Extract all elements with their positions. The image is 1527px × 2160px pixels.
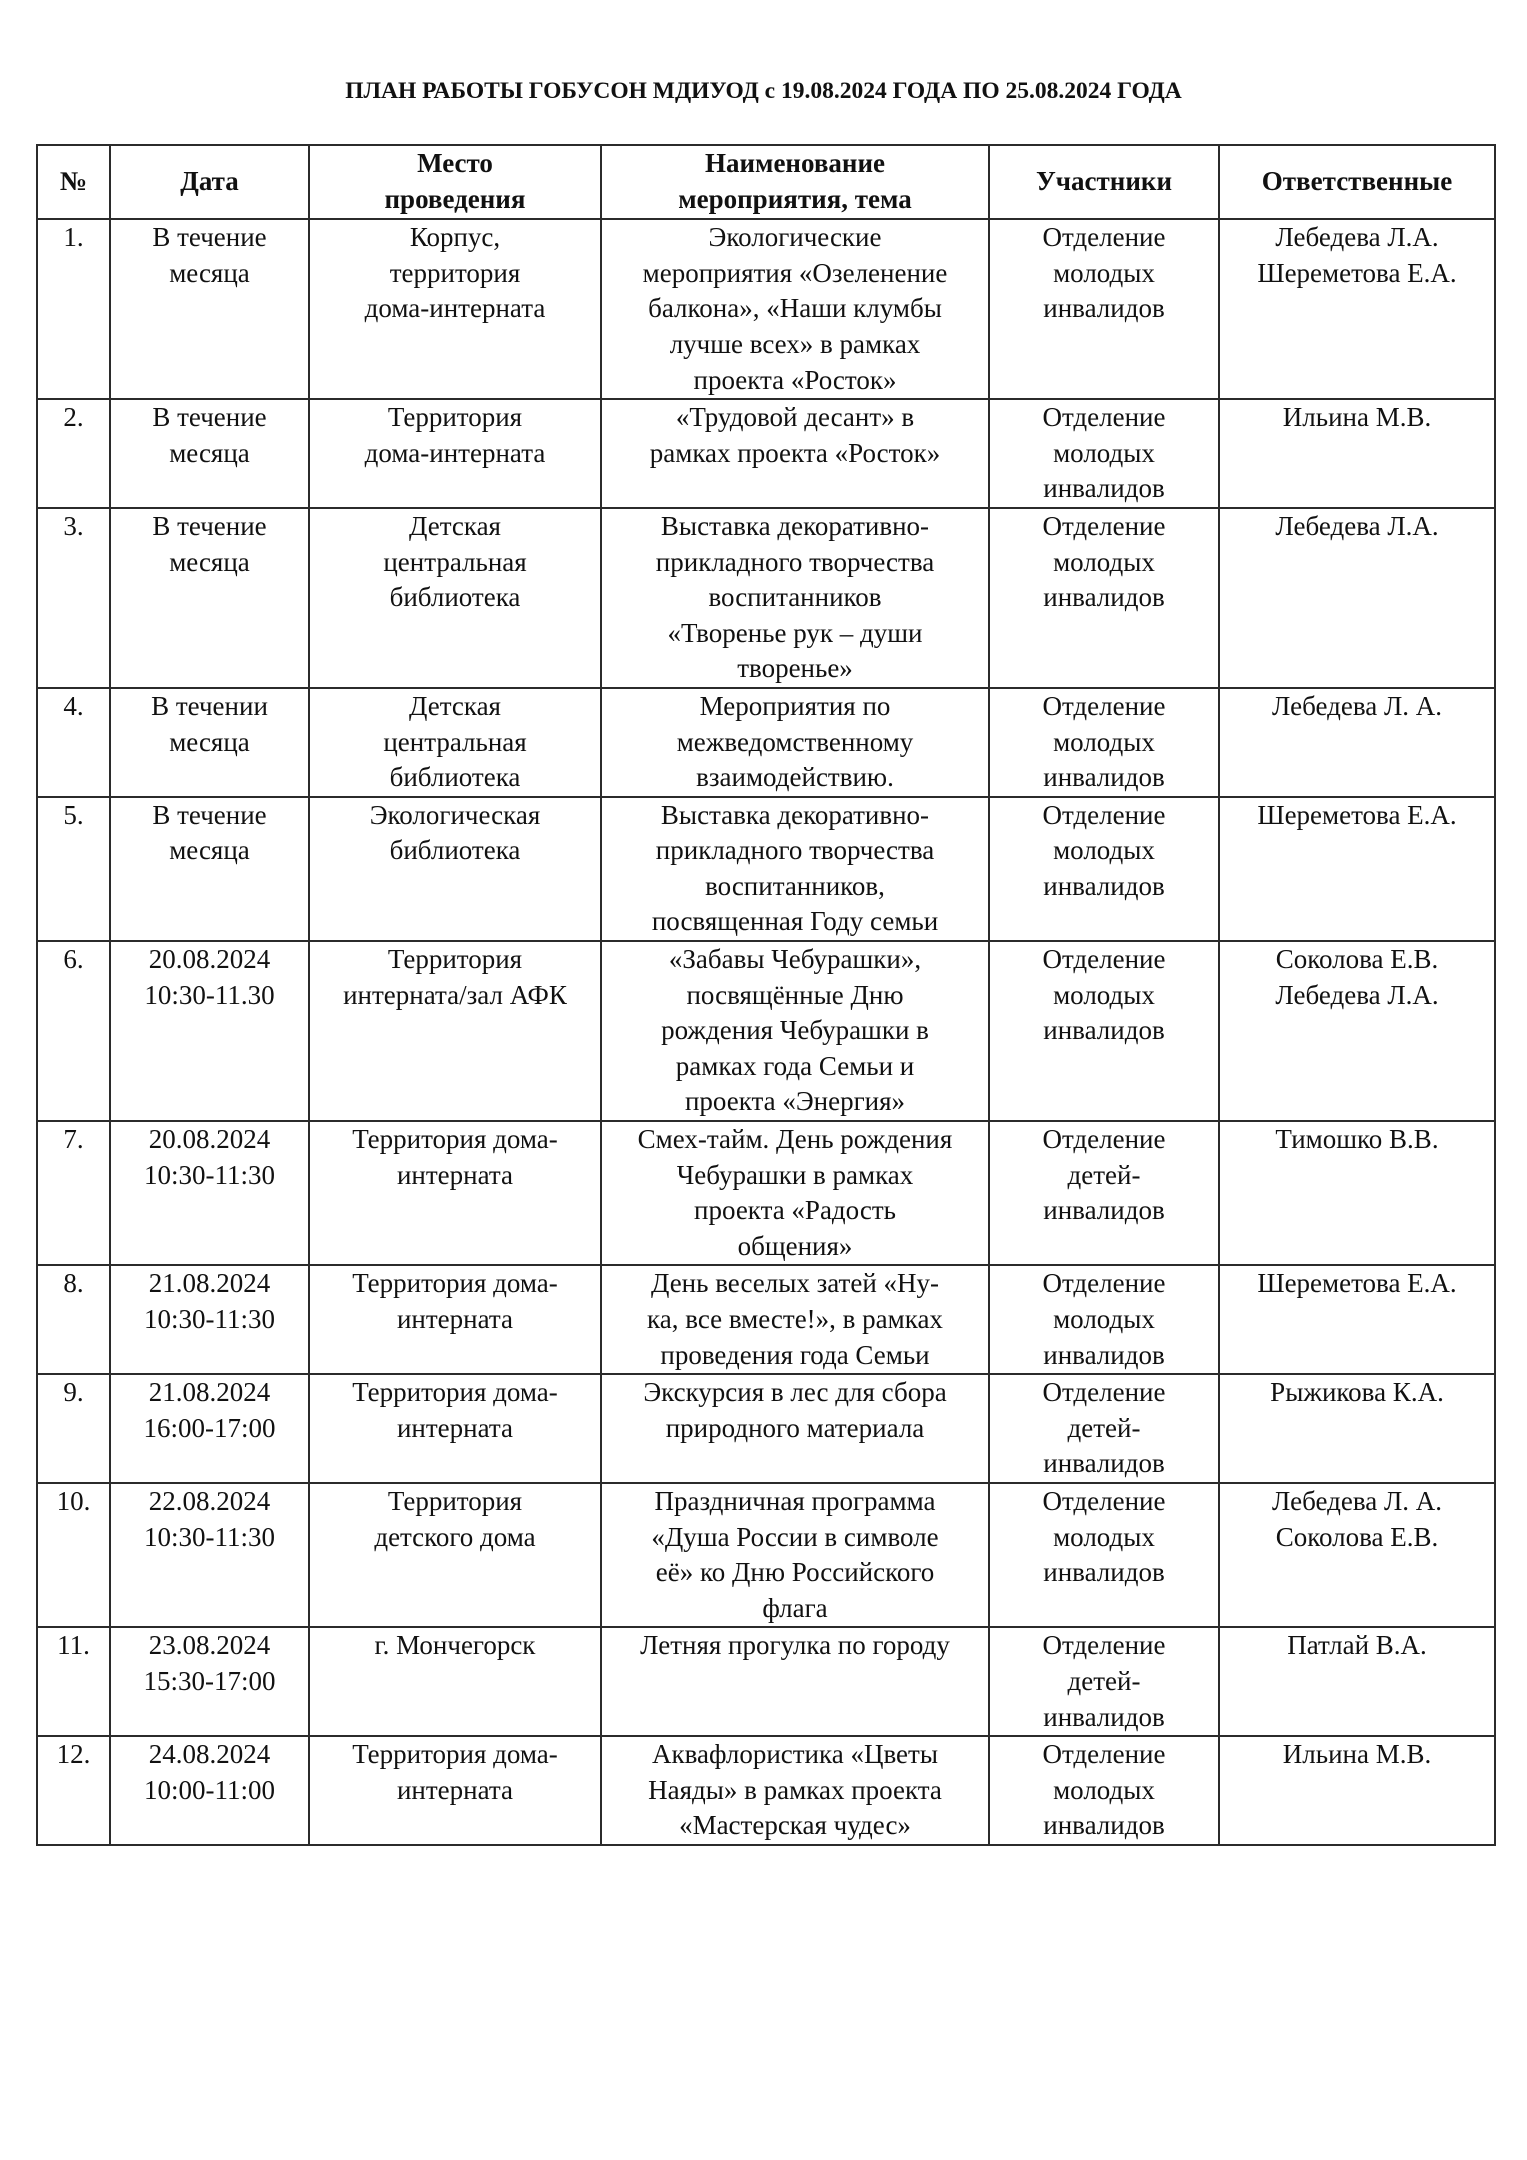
- header-label-line: Дата: [180, 165, 239, 196]
- cell-number: [37, 1483, 110, 1627]
- cell-event: [601, 1483, 989, 1627]
- cell-responsible: [1219, 941, 1495, 1121]
- cell-text-line: посвященная Году семьи: [651, 906, 939, 937]
- cell-text-line: детей-: [1067, 1665, 1141, 1696]
- cell-text-line: инвалидов: [1043, 1448, 1165, 1479]
- cell-responsible: [1219, 688, 1495, 797]
- cell-number: [37, 219, 110, 399]
- cell-text-line: 10:30-11:30: [144, 1521, 275, 1552]
- cell-date: [110, 1627, 309, 1736]
- cell-text-line: Шереметова Е.А.: [1257, 799, 1457, 830]
- cell-participants: [989, 1121, 1219, 1265]
- cell-text-line: 2.: [63, 402, 84, 433]
- cell-text-line: балкона», «Наши клумбы: [648, 293, 942, 324]
- cell-date: [110, 219, 309, 399]
- cell-participants: [989, 1736, 1219, 1845]
- header-label-line: Участники: [1035, 165, 1172, 196]
- cell-text-line: Шереметова Е.А.: [1257, 1268, 1457, 1299]
- cell-text-line: детей-: [1067, 1159, 1141, 1190]
- cell-text-line: молодых: [1053, 257, 1155, 288]
- header-event: [601, 145, 989, 219]
- cell-text-line: 6.: [63, 944, 84, 975]
- cell-text-line: молодых: [1053, 1774, 1155, 1805]
- cell-text-line: Чебурашки в рамках: [676, 1159, 914, 1190]
- cell-participants: [989, 508, 1219, 688]
- cell-text-line: проекта «Росток»: [693, 364, 897, 395]
- cell-text-line: 7.: [63, 1124, 84, 1155]
- cell-text-line: 12.: [56, 1739, 91, 1770]
- cell-text-line: 4.: [63, 690, 84, 721]
- cell-text-line: Смех-тайм. День рождения: [637, 1124, 953, 1155]
- header-date: [110, 145, 309, 219]
- cell-date: [110, 1736, 309, 1845]
- cell-text-line: дома-интерната: [364, 437, 546, 468]
- cell-text-line: месяца: [169, 257, 250, 288]
- cell-number: [37, 1736, 110, 1845]
- cell-place: [309, 1736, 601, 1845]
- header-place: [309, 145, 601, 219]
- table-row: [37, 1483, 1495, 1627]
- cell-text-line: мероприятия «Озеленение: [642, 257, 948, 288]
- cell-text-line: посвящённые Дню: [686, 979, 904, 1010]
- cell-text-line: прикладного творчества: [655, 835, 935, 866]
- cell-text-line: Экологическая: [369, 799, 541, 830]
- header-responsible: [1219, 145, 1495, 219]
- cell-text-line: молодых: [1053, 1521, 1155, 1552]
- cell-text-line: Патлай В.А.: [1287, 1630, 1427, 1661]
- cell-text-line: воспитанников,: [705, 870, 885, 901]
- cell-text-line: Праздничная программа: [654, 1485, 936, 1516]
- cell-text-line: 5.: [63, 799, 84, 830]
- table-row: [37, 1121, 1495, 1265]
- cell-text-line: Отделение: [1042, 1739, 1166, 1770]
- cell-text-line: инвалидов: [1043, 1701, 1165, 1732]
- cell-number: [37, 797, 110, 941]
- cell-text-line: «Творенье рук – души: [667, 617, 923, 648]
- cell-participants: [989, 399, 1219, 508]
- header-label-line: проведения: [384, 183, 526, 214]
- cell-text-line: общения»: [737, 1230, 853, 1261]
- cell-text-line: Лебедева Л.А.: [1275, 510, 1439, 541]
- cell-text-line: Соколова Е.В.: [1275, 944, 1439, 975]
- cell-text-line: центральная: [383, 546, 527, 577]
- cell-event: [601, 219, 989, 399]
- cell-text-line: молодых: [1053, 1304, 1155, 1334]
- cell-text-line: Лебедева Л.А.: [1275, 979, 1439, 1010]
- cell-text-line: прикладного творчества: [655, 546, 935, 577]
- cell-participants: [989, 688, 1219, 797]
- cell-text-line: взаимодействию.: [696, 762, 894, 793]
- cell-text-line: Отделение: [1042, 944, 1166, 975]
- cell-text-line: её» ко Дню Российского: [655, 1557, 935, 1588]
- header-label-line: мероприятия, тема: [678, 183, 912, 214]
- cell-event: [601, 1265, 989, 1374]
- cell-text-line: творенье»: [737, 653, 853, 684]
- cell-text-line: молодых: [1053, 979, 1155, 1010]
- cell-text-line: месяца: [169, 726, 250, 757]
- cell-text-line: В течение: [152, 402, 267, 433]
- cell-text-line: В течение: [152, 222, 267, 253]
- cell-text-line: Лебедева Л. А.: [1271, 690, 1443, 721]
- cell-text-line: Отделение: [1042, 510, 1166, 541]
- cell-text-line: 15:30-17:00: [143, 1665, 276, 1696]
- cell-responsible: [1219, 1627, 1495, 1736]
- header-label-line: №: [59, 165, 88, 196]
- cell-text-line: детей-: [1067, 1412, 1141, 1443]
- cell-text-line: Отделение: [1042, 222, 1166, 253]
- cell-event: [601, 508, 989, 688]
- cell-text-line: молодых: [1053, 437, 1155, 468]
- cell-text-line: «Душа России в символе: [651, 1521, 939, 1552]
- cell-text-line: Территория: [387, 402, 523, 433]
- cell-responsible: [1219, 219, 1495, 399]
- cell-text-line: 1.: [63, 222, 84, 253]
- cell-text-line: проекта «Радость: [694, 1195, 896, 1226]
- cell-text-line: библиотека: [389, 835, 521, 866]
- cell-text-line: Аквафлористика «Цветы: [652, 1739, 938, 1770]
- cell-text-line: Отделение: [1042, 690, 1166, 721]
- header-number: [37, 145, 110, 219]
- cell-text-line: Корпус,: [409, 222, 501, 253]
- cell-place: [309, 941, 601, 1121]
- cell-text-line: Отделение: [1042, 1485, 1166, 1516]
- cell-text-line: флага: [762, 1592, 828, 1623]
- cell-date: [110, 1121, 309, 1265]
- header-label-line: Наименование: [705, 148, 885, 178]
- cell-text-line: Отделение: [1042, 402, 1166, 433]
- cell-place: [309, 508, 601, 688]
- cell-text-line: Отделение: [1042, 1124, 1166, 1155]
- table-row: [37, 1265, 1495, 1374]
- table-row: [37, 508, 1495, 688]
- cell-text-line: Ильина М.В.: [1282, 402, 1432, 433]
- cell-event: [601, 797, 989, 941]
- cell-place: [309, 1121, 601, 1265]
- cell-text-line: 20.08.2024: [148, 1124, 271, 1155]
- cell-text-line: 8.: [63, 1268, 84, 1299]
- table-row: [37, 1374, 1495, 1483]
- cell-text-line: рождения Чебурашки в: [661, 1015, 929, 1046]
- cell-text-line: рамках года Семьи и: [675, 1050, 915, 1081]
- cell-place: [309, 1627, 601, 1736]
- cell-participants: [989, 941, 1219, 1121]
- cell-text-line: территория: [389, 257, 521, 288]
- cell-text-line: инвалидов: [1043, 582, 1165, 613]
- cell-number: [37, 688, 110, 797]
- cell-text-line: 21.08.2024: [148, 1268, 271, 1299]
- cell-text-line: Тимошко В.В.: [1275, 1124, 1439, 1155]
- cell-text-line: 10.: [56, 1485, 91, 1516]
- cell-text-line: 22.08.2024: [148, 1485, 271, 1516]
- document-title: ПЛАН РАБОТЫ ГОБУСОН МДИУОД с 19.08.2024 ГОДА ПО 25.08.2024 ГОДА: [345, 78, 1182, 104]
- cell-text-line: г. Мончегорск: [374, 1630, 536, 1661]
- cell-text-line: инвалидов: [1043, 1557, 1165, 1588]
- cell-date: [110, 1374, 309, 1483]
- header-row: [37, 145, 1495, 219]
- cell-text-line: интерната: [396, 1412, 514, 1443]
- cell-text-line: 24.08.2024: [148, 1739, 271, 1770]
- cell-text-line: Отделение: [1042, 1268, 1166, 1299]
- cell-text-line: воспитанников: [708, 582, 882, 613]
- cell-text-line: Территория дома-: [352, 1739, 558, 1770]
- cell-text-line: Отделение: [1042, 1377, 1166, 1408]
- table-row: [37, 1736, 1495, 1845]
- cell-text-line: интерната: [396, 1304, 514, 1334]
- cell-text-line: 20.08.2024: [148, 944, 271, 975]
- cell-text-line: В течение: [152, 510, 267, 541]
- cell-event: [601, 1627, 989, 1736]
- cell-text-line: инвалидов: [1043, 293, 1165, 324]
- table-row: [37, 797, 1495, 941]
- cell-text-line: Экскурсия в лес для сбора: [643, 1377, 947, 1408]
- cell-text-line: межведомственному: [676, 726, 914, 757]
- cell-number: [37, 1374, 110, 1483]
- cell-text-line: 10:30-11.30: [144, 979, 275, 1010]
- cell-number: [37, 1121, 110, 1265]
- cell-text-line: инвалидов: [1043, 1195, 1165, 1226]
- cell-text-line: ка, все вместе!», в рамках: [647, 1304, 943, 1334]
- cell-text-line: месяца: [169, 835, 250, 866]
- cell-text-line: Территория: [387, 944, 523, 975]
- cell-text-line: Рыжикова К.А.: [1270, 1377, 1444, 1408]
- cell-place: [309, 1265, 601, 1374]
- cell-text-line: «Мастерская чудес»: [679, 1810, 911, 1841]
- cell-event: [601, 1121, 989, 1265]
- cell-event: [601, 688, 989, 797]
- table-row: [37, 219, 1495, 399]
- cell-text-line: Лебедева Л.А.: [1275, 222, 1439, 253]
- cell-responsible: [1219, 508, 1495, 688]
- cell-text-line: «Трудовой десант» в: [675, 402, 915, 433]
- cell-text-line: инвалидов: [1043, 1810, 1165, 1841]
- cell-text-line: Наяды» в рамках проекта: [648, 1774, 942, 1805]
- table-row: [37, 688, 1495, 797]
- cell-participants: [989, 1483, 1219, 1627]
- cell-text-line: библиотека: [389, 582, 521, 613]
- cell-place: [309, 219, 601, 399]
- cell-text-line: детского дома: [374, 1521, 536, 1552]
- cell-event: [601, 399, 989, 508]
- cell-text-line: инвалидов: [1043, 1015, 1165, 1046]
- cell-text-line: библиотека: [389, 762, 521, 793]
- cell-responsible: [1219, 1265, 1495, 1374]
- cell-number: [37, 941, 110, 1121]
- cell-text-line: рамках проекта «Росток»: [649, 437, 941, 468]
- cell-text-line: Территория дома-: [352, 1377, 558, 1408]
- cell-text-line: молодых: [1053, 546, 1155, 577]
- cell-text-line: Шереметова Е.А.: [1257, 257, 1457, 288]
- cell-text-line: Детская: [409, 690, 501, 721]
- cell-text-line: проекта «Энергия»: [684, 1086, 906, 1117]
- cell-responsible: [1219, 1121, 1495, 1265]
- cell-text-line: 3.: [63, 510, 84, 541]
- cell-text-line: В течении: [151, 690, 268, 721]
- table-row: [37, 1627, 1495, 1736]
- cell-date: [110, 1265, 309, 1374]
- cell-text-line: интерната/зал АФК: [343, 979, 567, 1010]
- cell-text-line: 10:30-11:30: [144, 1159, 275, 1190]
- cell-text-line: инвалидов: [1043, 870, 1165, 901]
- header-label-line: Место: [417, 148, 493, 178]
- cell-place: [309, 399, 601, 508]
- cell-text-line: инвалидов: [1043, 762, 1165, 793]
- cell-text-line: В течение: [152, 799, 267, 830]
- cell-text-line: 16:00-17:00: [143, 1412, 276, 1443]
- cell-event: [601, 1736, 989, 1845]
- cell-text-line: Экологические: [708, 222, 882, 253]
- cell-participants: [989, 1374, 1219, 1483]
- cell-text-line: Выставка декоративно-: [660, 510, 930, 541]
- cell-text-line: Детская: [409, 510, 501, 541]
- cell-text-line: дома-интерната: [364, 293, 546, 324]
- cell-place: [309, 1483, 601, 1627]
- cell-text-line: День веселых затей «Ну-: [650, 1268, 940, 1299]
- cell-text-line: 21.08.2024: [148, 1377, 271, 1408]
- cell-text-line: инвалидов: [1043, 1339, 1165, 1370]
- cell-text-line: 11.: [57, 1630, 90, 1661]
- table-row: [37, 399, 1495, 508]
- cell-number: [37, 508, 110, 688]
- cell-event: [601, 1374, 989, 1483]
- cell-date: [110, 508, 309, 688]
- cell-text-line: Территория дома-: [352, 1124, 558, 1155]
- cell-date: [110, 1483, 309, 1627]
- cell-number: [37, 1265, 110, 1374]
- cell-text-line: Территория: [387, 1485, 523, 1516]
- cell-event: [601, 941, 989, 1121]
- cell-text-line: инвалидов: [1043, 473, 1165, 504]
- cell-date: [110, 941, 309, 1121]
- cell-participants: [989, 797, 1219, 941]
- cell-place: [309, 1374, 601, 1483]
- cell-text-line: проведения года Семьи: [660, 1339, 930, 1370]
- cell-text-line: месяца: [169, 437, 250, 468]
- cell-text-line: Отделение: [1042, 1630, 1166, 1661]
- cell-text-line: Выставка декоративно-: [660, 799, 930, 830]
- cell-participants: [989, 219, 1219, 399]
- cell-date: [110, 797, 309, 941]
- cell-text-line: Соколова Е.В.: [1275, 1521, 1439, 1552]
- table-row: [37, 941, 1495, 1121]
- table-body: [37, 219, 1495, 1845]
- header-label-line: Ответственные: [1261, 165, 1453, 196]
- cell-responsible: [1219, 1736, 1495, 1845]
- cell-text-line: молодых: [1053, 835, 1155, 866]
- cell-text-line: лучше всех» в рамках: [669, 328, 921, 359]
- cell-text-line: 10:30-11:30: [144, 1304, 275, 1334]
- cell-text-line: 23.08.2024: [148, 1630, 271, 1661]
- cell-text-line: природного материала: [665, 1412, 925, 1443]
- cell-responsible: [1219, 1374, 1495, 1483]
- cell-responsible: [1219, 797, 1495, 941]
- cell-responsible: [1219, 1483, 1495, 1627]
- cell-participants: [989, 1265, 1219, 1374]
- cell-text-line: центральная: [383, 726, 527, 757]
- cell-text-line: Ильина М.В.: [1282, 1739, 1432, 1770]
- cell-text-line: 9.: [63, 1377, 84, 1408]
- cell-text-line: Лебедева Л. А.: [1271, 1485, 1443, 1516]
- cell-responsible: [1219, 399, 1495, 508]
- cell-place: [309, 688, 601, 797]
- cell-text-line: месяца: [169, 546, 250, 577]
- cell-text-line: интерната: [396, 1159, 514, 1190]
- cell-text-line: «Забавы Чебурашки»,: [668, 944, 922, 975]
- cell-text-line: Территория дома-: [352, 1268, 558, 1299]
- cell-text-line: Летняя прогулка по городу: [640, 1630, 950, 1661]
- cell-text-line: 10:00-11:00: [144, 1774, 275, 1805]
- work-plan-table: [36, 144, 1496, 1846]
- cell-participants: [989, 1627, 1219, 1736]
- cell-text-line: Мероприятия по: [699, 690, 891, 721]
- cell-date: [110, 399, 309, 508]
- cell-date: [110, 688, 309, 797]
- cell-text-line: Отделение: [1042, 799, 1166, 830]
- header-participants: [989, 145, 1219, 219]
- cell-number: [37, 1627, 110, 1736]
- cell-number: [37, 399, 110, 508]
- cell-place: [309, 797, 601, 941]
- cell-text-line: интерната: [396, 1774, 514, 1805]
- cell-text-line: молодых: [1053, 726, 1155, 757]
